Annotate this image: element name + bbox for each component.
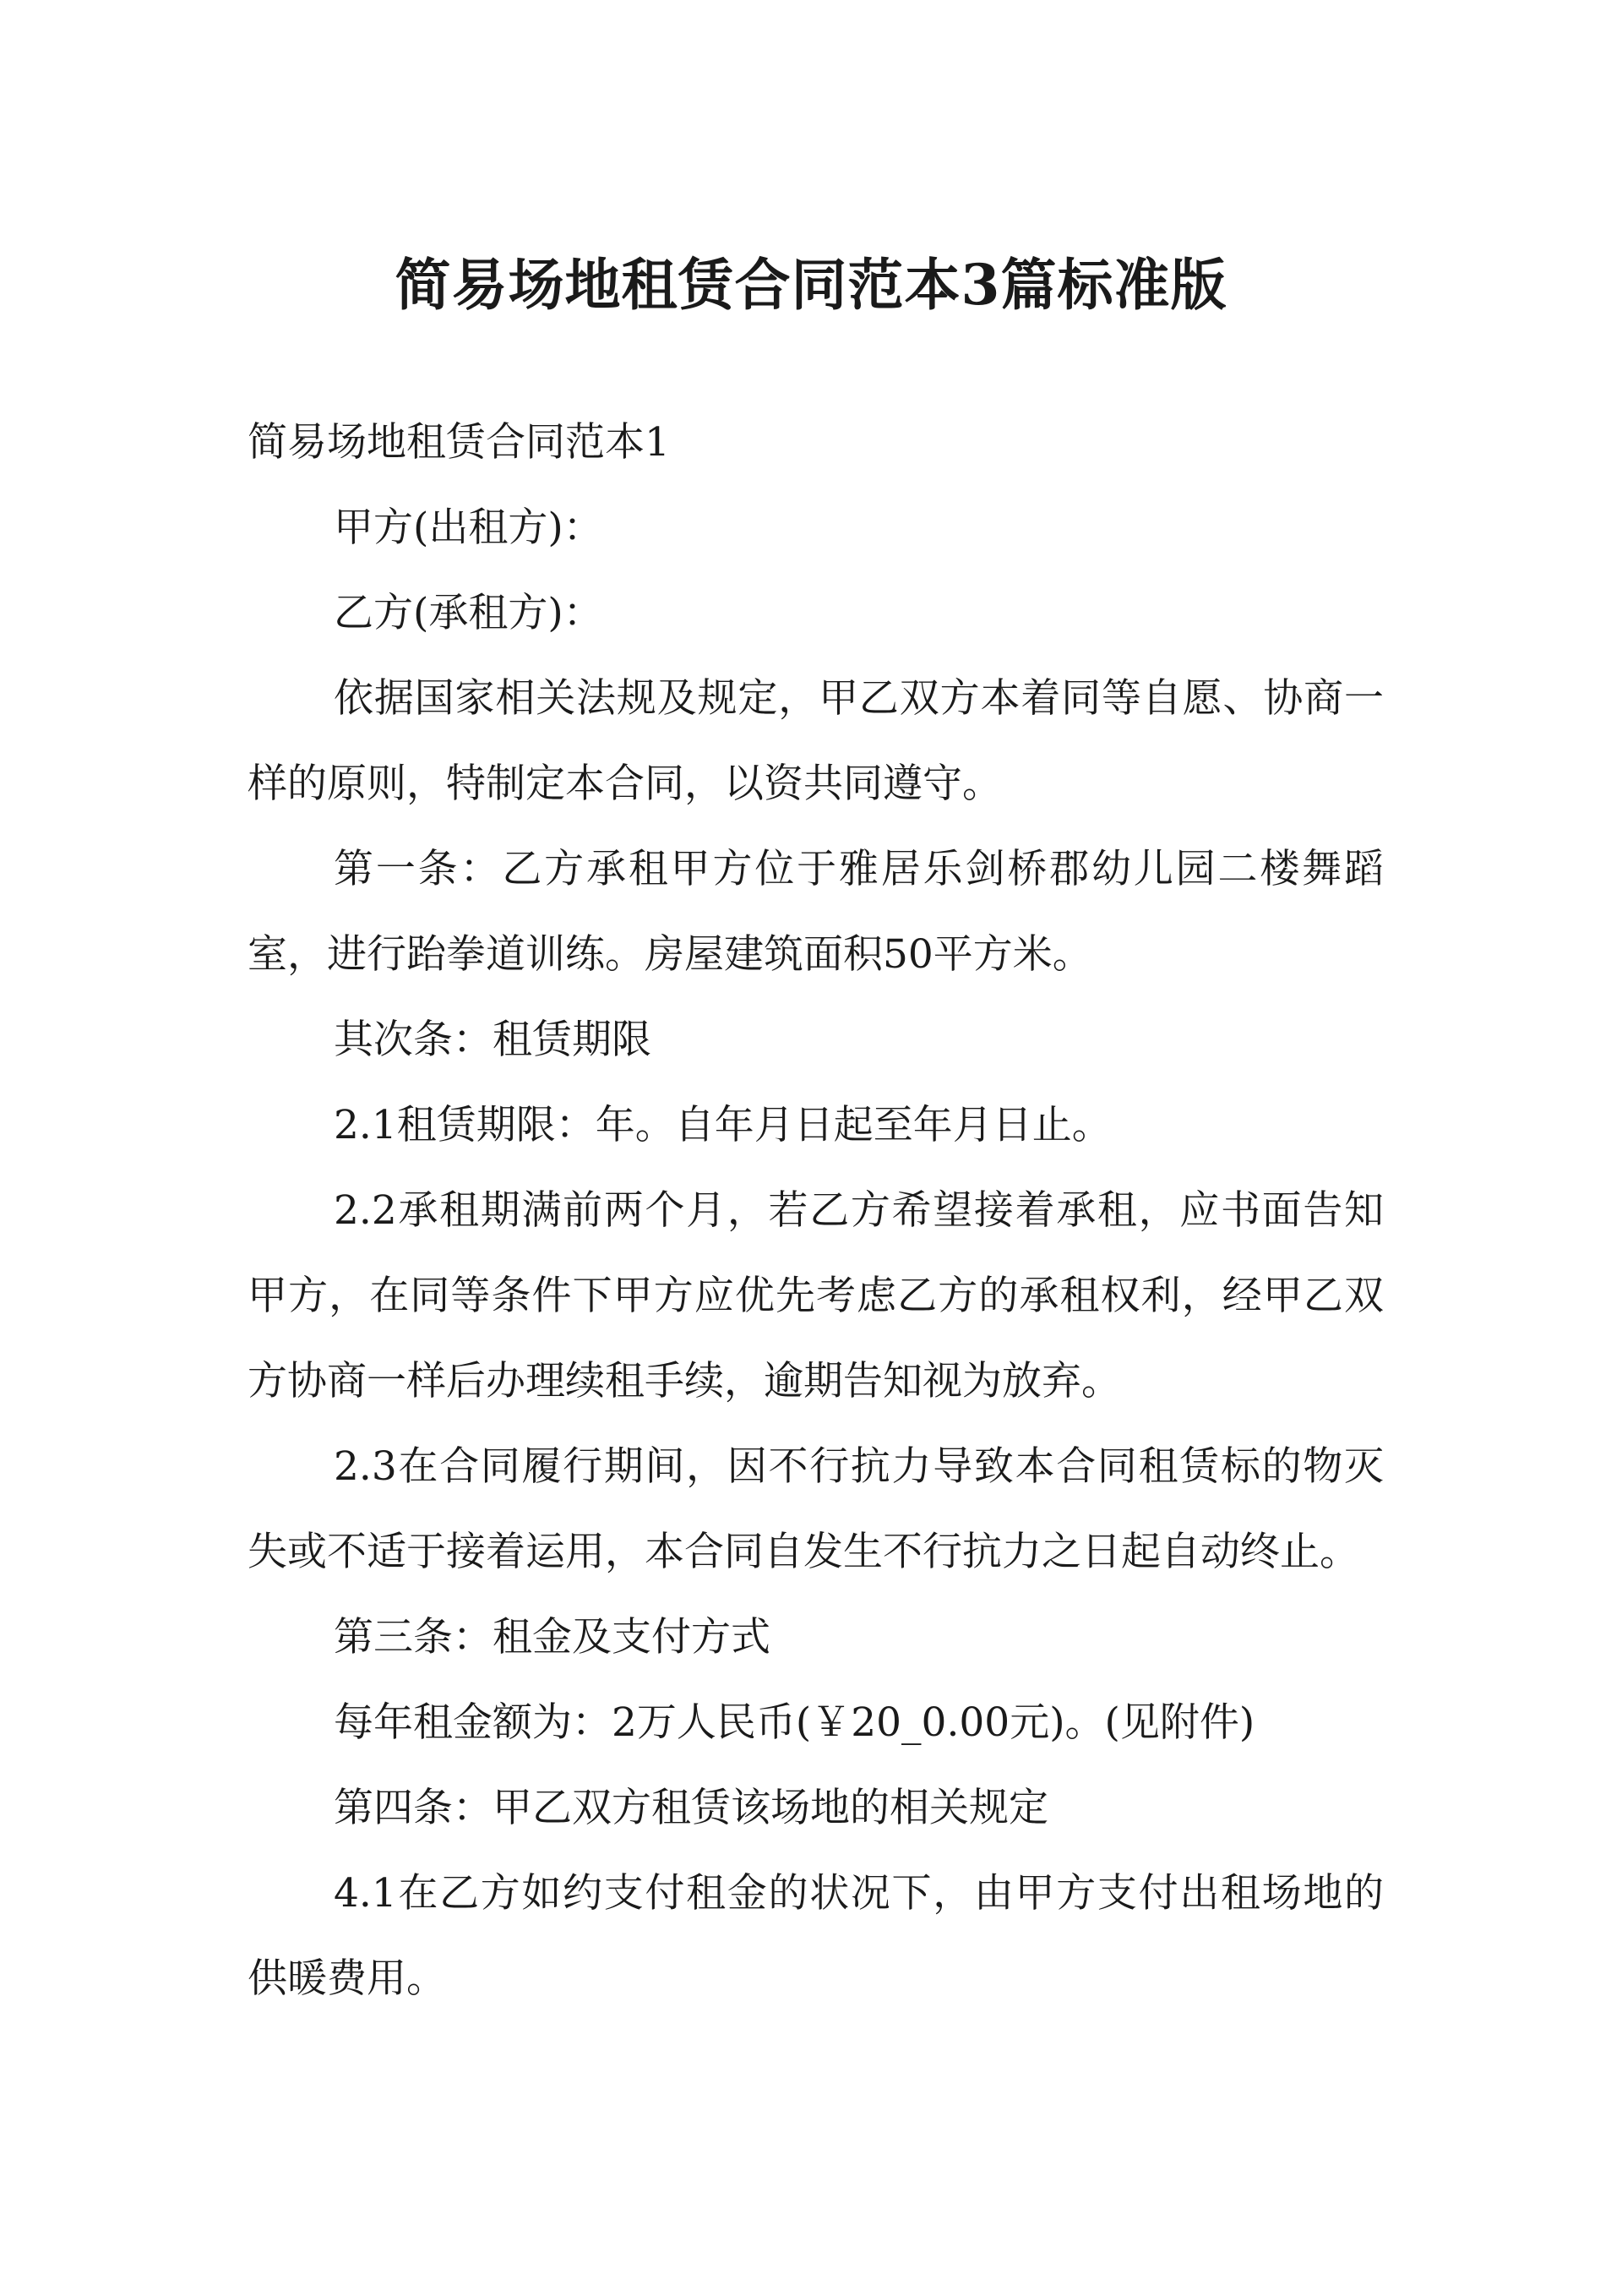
- preamble-paragraph: 依据国家相关法规及规定，甲乙双方本着同等自愿、协商一样的原则，特制定本合同，以资共同遵守。: [248, 675, 1384, 807]
- clause-2-3: 2.3在合同履行期间，因不行抗力导致本合同租赁标的物灭失或不适于接着运用，本合同自发生不行抗力之日起自动终止。: [248, 1443, 1384, 1575]
- article-4-heading: 第四条：甲乙双方租赁该场地的相关规定: [334, 1785, 1048, 1831]
- party-a-line: 甲方(出租方)：: [334, 504, 603, 551]
- section-heading: 简易场地租赁合同范本1: [248, 419, 670, 466]
- document-title: 简易场地租赁合同范本3篇标准版: [395, 252, 1227, 318]
- article-1-paragraph: 第一条：乙方承租甲方位于雅居乐剑桥郡幼儿园二楼舞蹈室，进行跆拳道训练。房屋建筑面积50平方米。: [248, 846, 1384, 978]
- clause-4-1: 4.1在乙方如约支付租金的状况下，由甲方支付出租场地的供暖费用。: [248, 1870, 1384, 2002]
- rent-amount-line: 每年租金额为：2万人民币(￥20_0.00元)。(见附件): [334, 1699, 1255, 1746]
- clause-2-1: 2.1租赁期限：年。自年月日起至年月日止。: [334, 1102, 1112, 1148]
- party-b-line: 乙方(承租方)：: [334, 590, 603, 636]
- clause-2-2: 2.2承租期满前两个月，若乙方希望接着承租，应书面告知甲方，在同等条件下甲方应优先考虑乙方的承租权利，经甲乙双方协商一样后办理续租手续，逾期告知视为放弃。: [248, 1187, 1384, 1404]
- article-3-heading: 第三条：租金及支付方式: [334, 1614, 770, 1661]
- document-body: [248, 400, 1384, 2021]
- article-2-heading: 其次条：租赁期限: [334, 1017, 651, 1063]
